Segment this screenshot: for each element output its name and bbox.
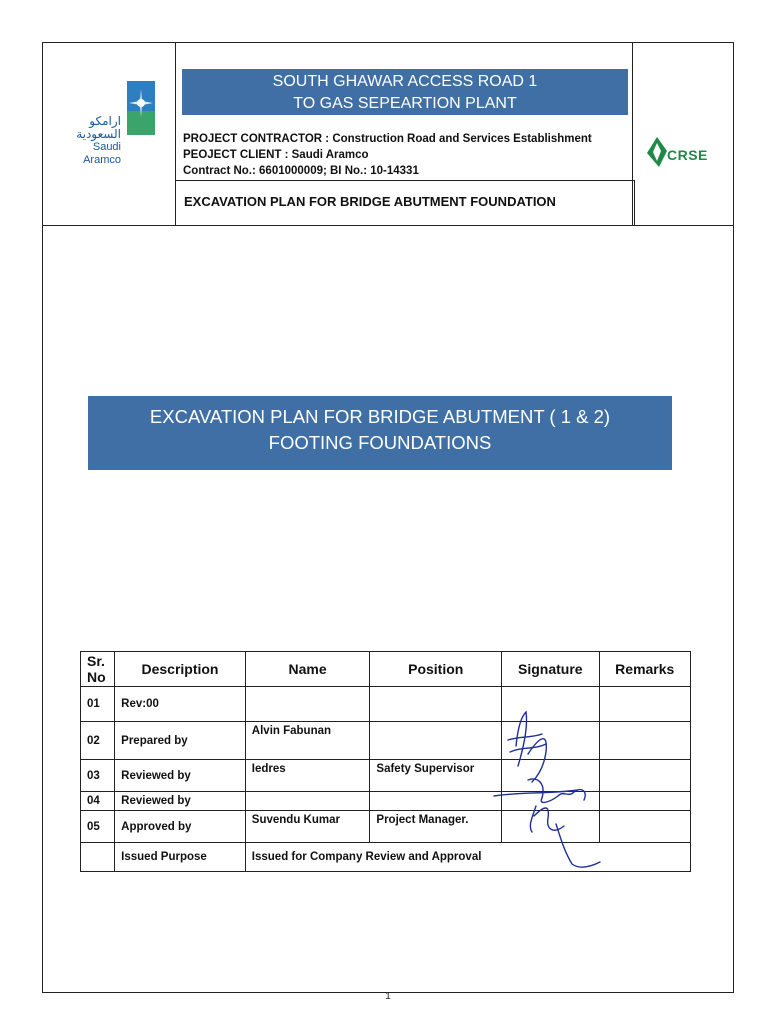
col-sr-no-line1: Sr. (87, 653, 105, 669)
client-value: Saudi Aramco (291, 149, 369, 161)
contract-number-line: Contract No.: 6601000009; BI No.: 10-14331 (183, 165, 419, 177)
row-position (370, 722, 502, 760)
saudi-aramco-logo-text (55, 115, 121, 167)
row-description: Rev:00 (115, 687, 246, 722)
row-remarks (599, 792, 690, 811)
client-label: PEOJECT CLIENT : (183, 149, 289, 161)
contractor-line (183, 131, 628, 147)
row-name: Iedres (245, 760, 370, 792)
row-sr: 01 (81, 687, 115, 722)
col-remarks: Remarks (599, 652, 690, 687)
col-description: Description (115, 652, 246, 687)
row-remarks (599, 760, 690, 792)
row-sr: 05 (81, 811, 115, 843)
row-sr: 03 (81, 760, 115, 792)
row-remarks (599, 811, 690, 843)
row-sr: 04 (81, 792, 115, 811)
crse-logo-text: CRSE (667, 147, 708, 163)
col-name: Name (245, 652, 370, 687)
col-sr-no-line2: No (87, 669, 106, 685)
project-title-band (182, 69, 628, 115)
client-line (183, 147, 628, 163)
col-sr-no (81, 652, 115, 687)
handwritten-signatures (488, 706, 608, 876)
crse-logo-cell (632, 43, 733, 225)
row-issued-purpose: Issued for Company Review and Approval (245, 843, 690, 872)
plan-title-row: EXCAVATION PLAN FOR BRIDGE ABUTMENT FOUNDATION (176, 180, 635, 225)
project-title-line1: SOUTH GHAWAR ACCESS ROAD 1 (272, 73, 538, 90)
row-name: Suvendu Kumar (245, 811, 370, 843)
col-signature: Signature (502, 652, 599, 687)
row-description: Reviewed by (115, 760, 246, 792)
project-info (183, 131, 628, 179)
row-position (370, 792, 502, 811)
table-header-row (81, 652, 691, 687)
aramco-english-name: Saudi Aramco (83, 141, 121, 166)
contractor-label: PROJECT CONTRACTOR : (183, 133, 330, 145)
aramco-star-icon (127, 81, 155, 135)
row-name (245, 687, 370, 722)
main-title-banner (88, 396, 672, 470)
row-sr (81, 843, 115, 872)
row-position: Safety Supervisor (370, 760, 502, 792)
saudi-aramco-logo-cell (43, 43, 176, 225)
row-sr: 02 (81, 722, 115, 760)
row-description: Reviewed by (115, 792, 246, 811)
row-name: Alvin Fabunan (245, 722, 370, 760)
document-header (43, 43, 733, 226)
row-description: Issued Purpose (115, 843, 246, 872)
main-title-line2: FOOTING FOUNDATIONS (268, 432, 492, 453)
row-description: Prepared by (115, 722, 246, 760)
aramco-arabic-name: ارامكو السعودية (76, 114, 121, 141)
crse-leaf-icon (645, 135, 669, 174)
main-title-line1: EXCAVATION PLAN FOR BRIDGE ABUTMENT ( 1 & 2) (149, 406, 611, 427)
contractor-value: Construction Road and Services Establishment (332, 133, 592, 145)
col-position: Position (370, 652, 502, 687)
row-position (370, 687, 502, 722)
project-title-line2: TO GAS SEPEARTION PLANT (293, 95, 517, 112)
page-number: 1 (385, 991, 391, 1002)
row-name (245, 792, 370, 811)
row-remarks (599, 722, 690, 760)
row-position: Project Manager. (370, 811, 502, 843)
row-description: Approved by (115, 811, 246, 843)
row-remarks (599, 687, 690, 722)
